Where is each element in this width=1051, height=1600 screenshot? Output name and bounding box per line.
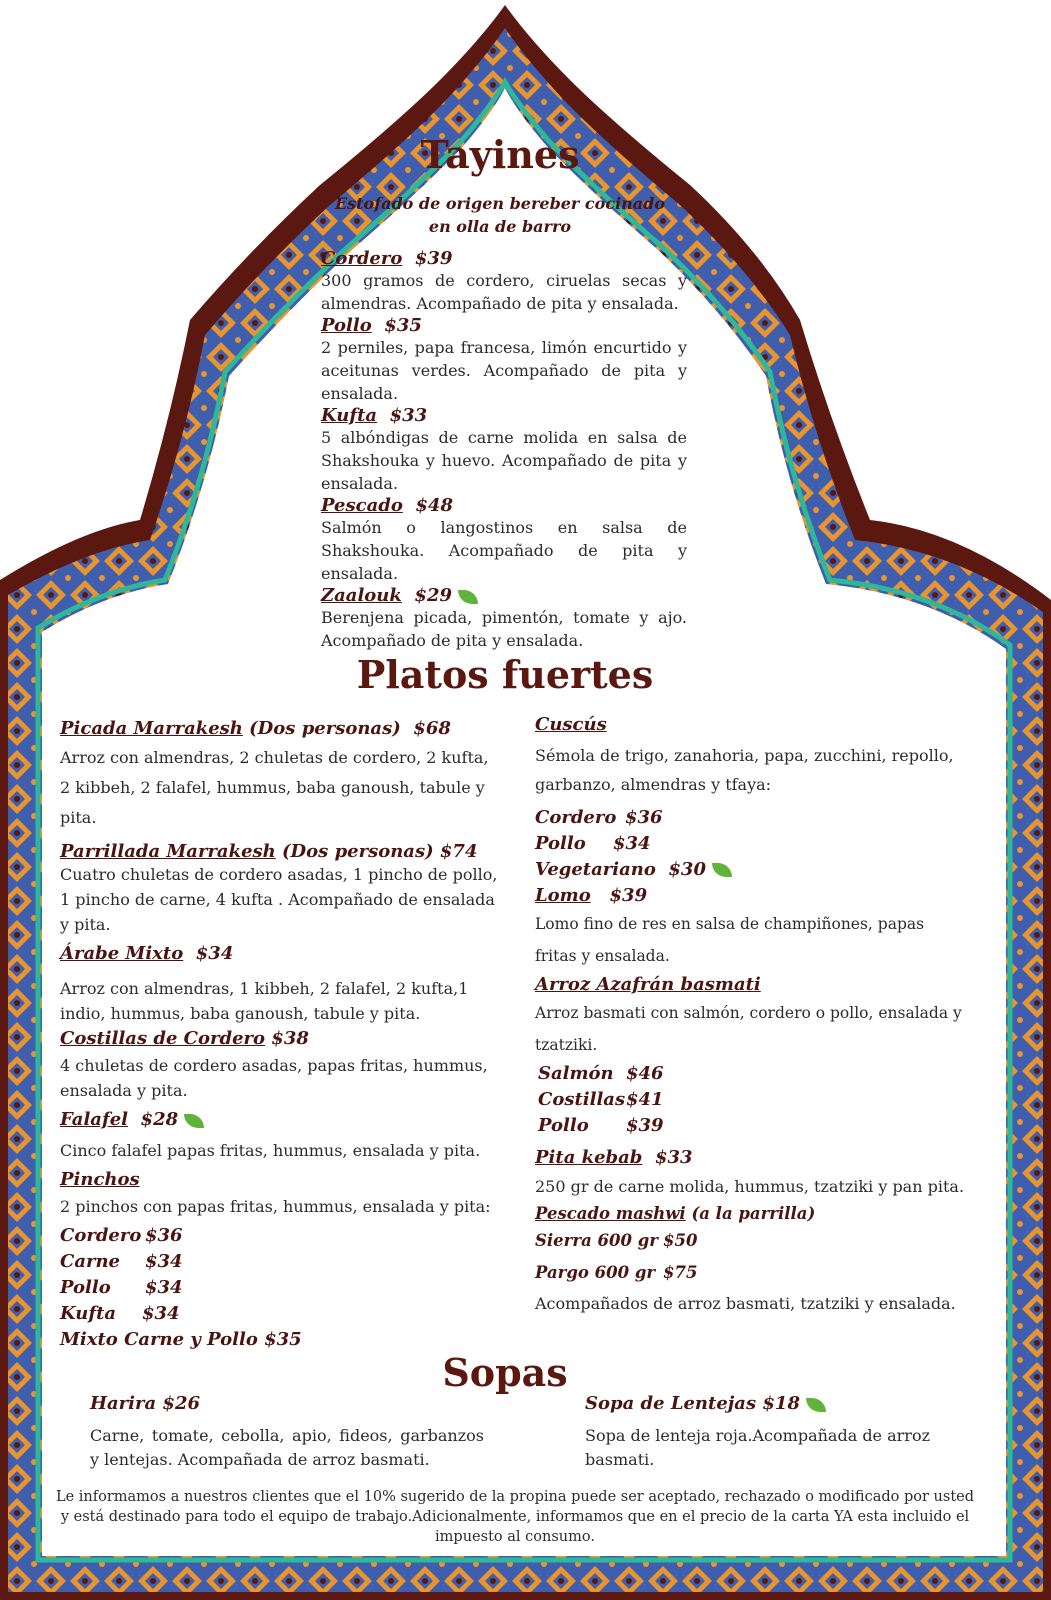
item-name: Pita kebab (535, 1147, 643, 1168)
option-price: $34 (145, 1251, 183, 1272)
option-label: Cordero (60, 1225, 142, 1246)
option-row (60, 1301, 500, 1327)
item-extra: (Dos personas) (249, 718, 401, 739)
item-price: $74 (439, 841, 478, 862)
item-name: Falafel (60, 1109, 128, 1130)
item-title (321, 405, 427, 426)
platos-title: Platos fuertes (356, 652, 654, 697)
item-title (535, 974, 761, 995)
option-price: $46 (626, 1063, 664, 1084)
option-label: Carne (60, 1251, 121, 1272)
option-label: Costillas (538, 1089, 626, 1110)
tayines-title: Tayines (420, 132, 580, 177)
item-extra: (a la parrilla) (691, 1204, 816, 1223)
option-row (60, 1275, 500, 1301)
item-desc: 5 albóndigas de carne molida en salsa de Shakshouka y huevo. Acompañado de pita y ensalada. (321, 428, 687, 493)
option-price: $35 (264, 1329, 302, 1350)
menu-item-pita (535, 1147, 965, 1202)
item-name: Árabe Mixto (60, 943, 184, 964)
option-row (535, 1225, 965, 1257)
tayines-list (321, 248, 687, 652)
tayines-subtitle-line-1: Estofado de origen bereber cocinado (334, 194, 666, 213)
item-desc: 300 gramos de cordero, ciruelas secas y almendras. Acompañado de pita y ensalada. (321, 271, 687, 313)
menu-item-costillas (60, 1028, 500, 1103)
option-price: $75 (663, 1263, 698, 1282)
item-title (60, 718, 451, 739)
item-title (535, 714, 607, 735)
item-desc: Arroz basmati con salmón, cordero o pollo, ensalada y tzatziki. (535, 1004, 962, 1054)
item-title (535, 1147, 693, 1168)
option-price: $36 (145, 1225, 183, 1246)
option-list (535, 1225, 965, 1289)
item-desc: 2 perniles, papa francesa, limón encurtido y aceitunas verdes. Acompañado de pita y ensalada. (321, 338, 687, 403)
item-desc: Arroz con almendras, 2 chuletas de cordero, 2 kufta, 2 kibbeh, 2 falafel, hummus, baba ganoush, tabule y pita. (60, 748, 489, 827)
item-desc: 250 gr de carne molida, hummus, tzatziki y pan pita. (535, 1177, 965, 1196)
option-row (535, 1257, 965, 1289)
item-name: Sopa de Lentejas (585, 1393, 757, 1414)
item-title (90, 1393, 200, 1414)
item-name: Pescado (321, 495, 403, 516)
menu-item-parrillada (60, 841, 500, 937)
option-label: Sierra 600 gr (535, 1231, 658, 1250)
option-price: $36 (625, 807, 663, 828)
item-desc: Sopa de lenteja roja.Acompañada de arroz basmati. (585, 1426, 931, 1469)
option-row (60, 1223, 500, 1249)
item-price: $38 (271, 1028, 309, 1049)
tayin-item (321, 248, 687, 315)
item-title (60, 1109, 178, 1130)
item-price: $35 (384, 315, 422, 336)
item-name: Picada Marrakesh (60, 718, 243, 739)
option-price: $50 (663, 1231, 698, 1250)
leaf-icon (806, 1398, 826, 1412)
menu-item-arroz (535, 974, 965, 1139)
item-desc: Lomo fino de res en salsa de champiñones, papas fritas y ensalada. (535, 915, 925, 965)
item-name: Pescado mashwi (535, 1204, 686, 1223)
item-title (60, 1028, 309, 1049)
item-title (585, 1393, 800, 1414)
option-row (535, 831, 965, 857)
item-name: Lomo (535, 885, 591, 906)
sopa-lentejas (585, 1393, 945, 1472)
item-title (321, 495, 453, 516)
item-desc: 2 pinchos con papas fritas, hummus, ensalada y pita: (60, 1197, 491, 1216)
option-list (538, 1061, 965, 1139)
item-name: Kufta (321, 405, 378, 426)
item-name: Zaalouk (321, 585, 402, 606)
tayin-item (321, 405, 687, 495)
item-title (321, 315, 422, 336)
menu-item-picada (60, 718, 500, 833)
tayin-item (321, 585, 687, 652)
item-title (535, 885, 647, 906)
option-row (538, 1061, 965, 1087)
item-price: $28 (140, 1109, 179, 1130)
item-name: Harira (90, 1393, 157, 1414)
option-row (538, 1113, 965, 1139)
option-label: Kufta (60, 1303, 117, 1324)
item-desc: Acompañados de arroz basmati, tzatziki y ensalada. (535, 1294, 956, 1313)
item-desc: Sémola de trigo, zanahoria, papa, zucchini, repollo, garbanzo, almendras y tfaya: (535, 746, 954, 794)
sopa-harira (90, 1393, 484, 1472)
item-price: $26 (162, 1393, 200, 1414)
item-name: Arroz Azafrán basmati (535, 974, 761, 995)
item-price: $68 (413, 718, 451, 739)
sopas-title: Sopas (442, 1350, 568, 1395)
tayin-item (321, 315, 687, 405)
item-title (60, 943, 233, 964)
item-desc: Carne, tomate, cebolla, apio, fideos, garbanzos y lentejas. Acompañada de arroz basmati. (90, 1426, 484, 1469)
option-row (535, 805, 965, 831)
tayines-subtitle-line-2: en olla de barro (428, 217, 572, 236)
tayines-subtitle (320, 192, 680, 238)
item-price: $34 (195, 943, 234, 964)
leaf-icon (712, 863, 732, 877)
item-title (321, 248, 452, 269)
option-row (60, 1249, 500, 1275)
item-name: Parrillada Marrakesh (60, 841, 276, 862)
item-extra: (Dos personas) (282, 841, 434, 862)
option-price: $34 (613, 833, 651, 854)
item-price: $48 (415, 495, 453, 516)
option-label: Mixto Carne y Pollo (60, 1329, 258, 1350)
item-price: $33 (654, 1147, 693, 1168)
item-price: $29 (414, 585, 452, 606)
item-desc: Cuatro chuletas de cordero asadas, 1 pincho de pollo, 1 pincho de carne, 4 kufta . Acompañado de ensalada y pita. (60, 865, 498, 934)
item-name: Pollo (321, 315, 372, 336)
item-price: $33 (389, 405, 428, 426)
option-list (60, 1223, 500, 1353)
option-price: $34 (145, 1277, 183, 1298)
item-title (535, 1204, 815, 1223)
item-name: Cordero (321, 248, 403, 269)
item-desc: Cinco falafel papas fritas, hummus, ensalada y pita. (60, 1141, 481, 1160)
leaf-icon (184, 1114, 204, 1128)
option-price: $41 (626, 1089, 664, 1110)
option-list (535, 805, 965, 883)
option-row (535, 857, 965, 883)
item-desc: Salmón o langostinos en salsa de Shakshouka. Acompañado de pita y ensalada. (321, 518, 687, 583)
menu-item-arabe (60, 943, 500, 1026)
platos-left-column (60, 718, 500, 1353)
tayin-item (321, 495, 687, 585)
option-label: Pollo (538, 1115, 589, 1136)
option-label: Salmón (538, 1063, 614, 1084)
item-name: Costillas de Cordero (60, 1028, 266, 1049)
menu-item-pescado (535, 1204, 965, 1319)
menu-item-lomo (535, 885, 965, 972)
option-label: Pargo 600 gr (535, 1263, 656, 1282)
menu-item-falafel (60, 1109, 500, 1163)
item-title (60, 1169, 140, 1190)
item-name: Pinchos (60, 1169, 140, 1190)
item-desc: 4 chuletas de cordero asadas, papas fritas, hummus, ensalada y pita. (60, 1056, 488, 1100)
option-label: Vegetariano (535, 859, 656, 880)
item-title (321, 585, 452, 606)
item-price: $39 (609, 885, 648, 906)
option-price: $39 (626, 1115, 664, 1136)
platos-right-column (535, 714, 965, 1319)
option-label: Cordero (535, 807, 617, 828)
option-label: Pollo (60, 1277, 111, 1298)
item-desc: Berenjena picada, pimentón, tomate y ajo. Acompañado de pita y ensalada. (321, 608, 687, 650)
menu-item-cuscus (535, 714, 965, 883)
option-price: $30 (668, 859, 706, 880)
option-price: $34 (142, 1303, 180, 1324)
item-price: $39 (414, 248, 453, 269)
option-row (538, 1087, 965, 1113)
option-label: Pollo (535, 833, 586, 854)
item-price: $18 (762, 1393, 800, 1414)
item-desc: Arroz con almendras, 1 kibbeh, 2 falafel, 2 kufta,1 indio, hummus, baba ganoush, tabule y pita. (60, 979, 469, 1023)
menu-item-pinchos (60, 1169, 500, 1353)
item-title (60, 841, 477, 862)
leaf-icon (458, 590, 478, 604)
item-name: Cuscús (535, 714, 607, 735)
tip-notice: Le informamos a nuestros clientes que el 10% sugerido de la propina puede ser aceptado, rechazado o modificado por usted y está destinado para todo el equipo de trabajo.Adicionalmente, informamos que en el precio de la carta YA esta incluido el impuesto al consumo. (55, 1489, 975, 1545)
